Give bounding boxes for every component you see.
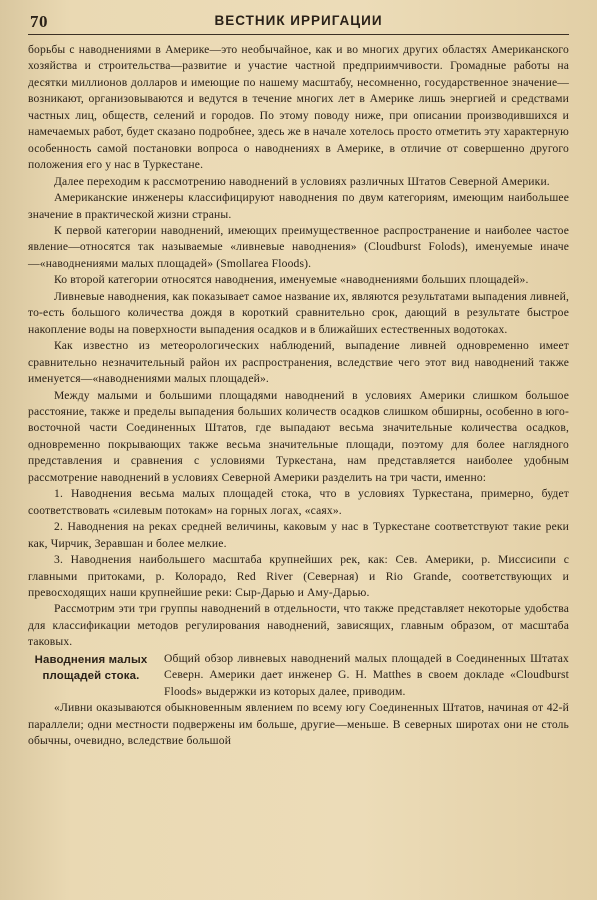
paragraph: Между малыми и большими площадями наводнений в условиях Америки слишком большое расстояние, также и пределы выпадения больших количеств осадков слишком обширны, особенно в юго-восточной части Соединенных Штатов, где выпадают весьма значительные количества осадков, одновременно покрывающих также весьма значительные площади, поэтому для более наглядного представления и сравнения с условиями Туркестана, нам представляется наиболее удобным рассмотрение наводнений в условиях Северной Америки разделить на три части, именно: xyxy=(28,388,569,484)
paragraph: К первой категории наводнений, имеющих преимущественное распространение и наиболее частое явление—относятся так называемые «ливневые наводнения» (Cloudburst Folods), именуемые иначе—«наводнениями малых площадей» (Smollarea Floods). xyxy=(28,223,569,270)
paragraph: Далее переходим к рассмотрению наводнений в условиях различных Штатов Северной Америки. xyxy=(54,174,550,188)
numbered-item: 2. Наводнения на реках средней величины, каковым у нас в Туркестане соответствуют такие реки как, Чирчик, Зеравшан и более мелкие. xyxy=(28,520,569,550)
paragraph: Рассмотрим эти три группы наводнений в отдельности, что также представляет некоторые удобства для классификации методов регулирования наводнений, зависящих, главным образом, от масштаба таковых. xyxy=(28,602,569,649)
section-heading-line: Наводнения малых xyxy=(34,653,148,666)
page-header xyxy=(28,8,569,35)
paragraph: Американские инженеры классифицируют наводнения по двум категориям, имеющим наибольшее значение в практической жизни страны. xyxy=(28,191,569,221)
paragraph: борьбы с наводнениями в Америке—это необычайное, как и во многих других областях Американского хозяйства и строительства—развитие и участие частной предприимчивости. Громадные работы на десятки миллионов долларов и имеющие по нашему масштабу, несомненно, государственное значение—возникают, организовываются и ведутся в течение многих лет в Америке лишь энергией и средствами частных лиц, обществ, селений и городов. По этому поводу ниже, при описании производившихся и намечаемых работ, будет сказано подробнее, здесь же в начале хотелось просто отметить эту характерную особенность самой постановки вопроса о наводнениях в Америке, в отличие от совершенно другого положения его у нас в Туркестане. xyxy=(28,43,569,172)
journal-title: ВЕСТНИК ИРРИГАЦИИ xyxy=(214,13,383,28)
section-heading xyxy=(28,652,154,685)
paragraph: Ко второй категории относятся наводнения, именуемые «наводнениями больших площадей». xyxy=(54,273,529,287)
section-heading-line: площадей стока. xyxy=(42,670,140,683)
paragraph: «Ливни оказываются обыкновенным явлением по всему югу Соединенных Штатов, начиная от 42-й параллели; одни местности подвержены им больше, другие—меньше. В северных широтах они не столь обычны, очевидно, вследствие большой xyxy=(28,701,569,748)
article-body xyxy=(28,42,569,749)
numbered-item: 3. Наводнения наибольшего масштаба крупнейших рек, как: Сев. Америки, р. Миссисипи с главными притоками, р. Колорадо, Red River (Северная) и Rio Grande, соответствующих и превосходящих наши крупнейшие реки: Сыр-Дарью и Аму-Дарью. xyxy=(28,553,569,599)
section-paragraph xyxy=(28,651,569,700)
paragraph: Как известно из метеорологических наблюдений, выпадение ливней одновременно имеет сравнительно незначительный район их распространения, вследствие чего этот вид наводнений также именуется—«наводнениями малых площадей». xyxy=(28,339,569,386)
page-number: 70 xyxy=(30,12,48,31)
paragraph: Ливневые наводнения, как показывает самое название их, являются результатами выпадения ливней, то-есть большого количества дождя в короткий сравнительно срок, дающий в результате быстрое накопление воды на поверхности выпадения осадков и в ближайших естественных водотоках. xyxy=(28,289,569,336)
numbered-item: 1. Наводнения весьма малых площадей стока, что в условиях Туркестана, примерно, будет соответствовать «силевым потокам» на горных логах, «саях». xyxy=(28,487,569,517)
section-text: Общий обзор ливневых наводнений малых площадей в Соединенных Штатах Северн. Америки дает инженер G. H. Matthes в своем докладе «Cloudburst Floods» выдержки из которых далее, приводим. xyxy=(164,651,569,698)
